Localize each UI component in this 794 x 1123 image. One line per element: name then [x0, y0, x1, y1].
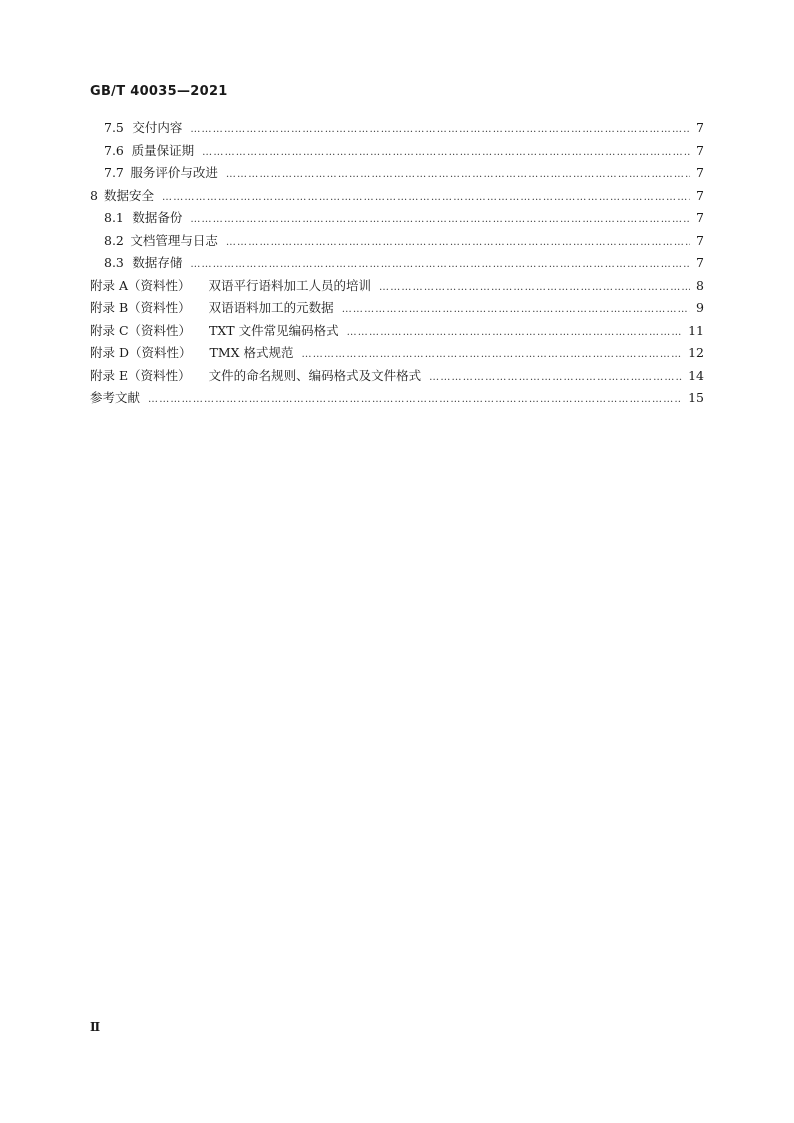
toc-entry-title: 数据备份	[132, 210, 183, 225]
toc-entry-appendix-b[interactable]	[90, 298, 704, 321]
page-number-footer: Ⅱ	[90, 1020, 101, 1034]
toc-entry-7-6[interactable]	[90, 141, 704, 164]
toc-appendix-label: 附录 C（资料性）	[90, 322, 192, 338]
toc-entry-title: 双语平行语料加工人员的培训	[208, 277, 372, 293]
toc-page-number: 7	[696, 142, 704, 158]
toc-entry-title: 文档管理与日志	[130, 232, 218, 248]
toc-entry-8[interactable]	[90, 186, 704, 209]
toc-leader-dots	[347, 327, 682, 338]
toc-page-number: 9	[696, 300, 704, 315]
toc-appendix-label: 附录 E（资料性）	[90, 367, 191, 383]
toc-entry-appendix-d[interactable]	[90, 343, 704, 366]
toc-page-number: 7	[696, 120, 704, 135]
toc-entry-7-5[interactable]	[90, 118, 704, 141]
toc-appendix-label: 附录 B（资料性）	[90, 300, 191, 315]
standard-code-header: GB/T 40035—2021	[90, 84, 228, 99]
toc-appendix-label: 附录 D（资料性）	[90, 345, 192, 360]
toc-section-number: 7.5	[104, 120, 124, 135]
toc-section-number: 8	[90, 187, 98, 203]
toc-entry-references[interactable]	[90, 388, 704, 411]
toc-leader-dots	[190, 214, 690, 225]
toc-leader-dots	[148, 394, 682, 405]
toc-leader-dots	[342, 304, 690, 315]
toc-leader-dots	[202, 147, 690, 158]
toc-entry-title: TMX 格式规范	[209, 345, 294, 360]
toc-entry-title: TXT 文件常见编码格式	[209, 322, 339, 338]
toc-entry-appendix-e[interactable]	[90, 366, 704, 389]
toc-leader-dots	[379, 282, 690, 293]
toc-page-number: 7	[696, 210, 704, 225]
toc-page-number: 7	[696, 165, 704, 180]
toc-page-number: 7	[696, 187, 704, 203]
toc-entry-title: 文件的命名规则、编码格式及文件格式	[208, 367, 422, 383]
toc-section-number: 7.6	[104, 142, 124, 158]
toc-page-number: 8	[696, 277, 704, 293]
toc-page-number: 15	[688, 390, 704, 405]
toc-page-number: 14	[688, 367, 704, 383]
toc-entry-appendix-a[interactable]	[90, 276, 704, 299]
toc-leader-dots	[226, 169, 690, 180]
toc-entry-title: 数据安全	[104, 187, 155, 203]
toc-page-number: 7	[696, 232, 704, 248]
toc-leader-dots	[190, 124, 690, 135]
toc-entry-8-3[interactable]	[90, 253, 704, 276]
toc-leader-dots	[226, 237, 690, 248]
toc-entry-appendix-c[interactable]	[90, 321, 704, 344]
toc-appendix-label: 附录 A（资料性）	[90, 277, 191, 293]
toc-page-number: 12	[688, 345, 704, 360]
toc-entry-7-7[interactable]	[90, 163, 704, 186]
toc-entry-title: 数据存储	[132, 255, 183, 270]
toc-leader-dots	[162, 192, 690, 203]
toc-section-number: 8.3	[104, 255, 124, 270]
toc-section-number: 8.1	[104, 210, 124, 225]
toc-entry-title: 交付内容	[132, 120, 183, 135]
toc-leader-dots	[190, 259, 690, 270]
toc-leader-dots	[302, 349, 683, 360]
toc-entry-title: 质量保证期	[131, 142, 195, 158]
toc-entry-title: 双语语料加工的元数据	[208, 300, 334, 315]
toc-entry-title: 服务评价与改进	[130, 165, 218, 180]
table-of-contents	[90, 118, 704, 411]
toc-page-number: 7	[696, 255, 704, 270]
toc-entry-8-1[interactable]	[90, 208, 704, 231]
toc-entry-title: 参考文献	[90, 390, 141, 405]
toc-page-number: 11	[688, 322, 704, 338]
toc-section-number: 8.2	[104, 232, 124, 248]
toc-entry-8-2[interactable]	[90, 231, 704, 254]
toc-section-number: 7.7	[104, 165, 124, 180]
toc-leader-dots	[429, 372, 682, 383]
